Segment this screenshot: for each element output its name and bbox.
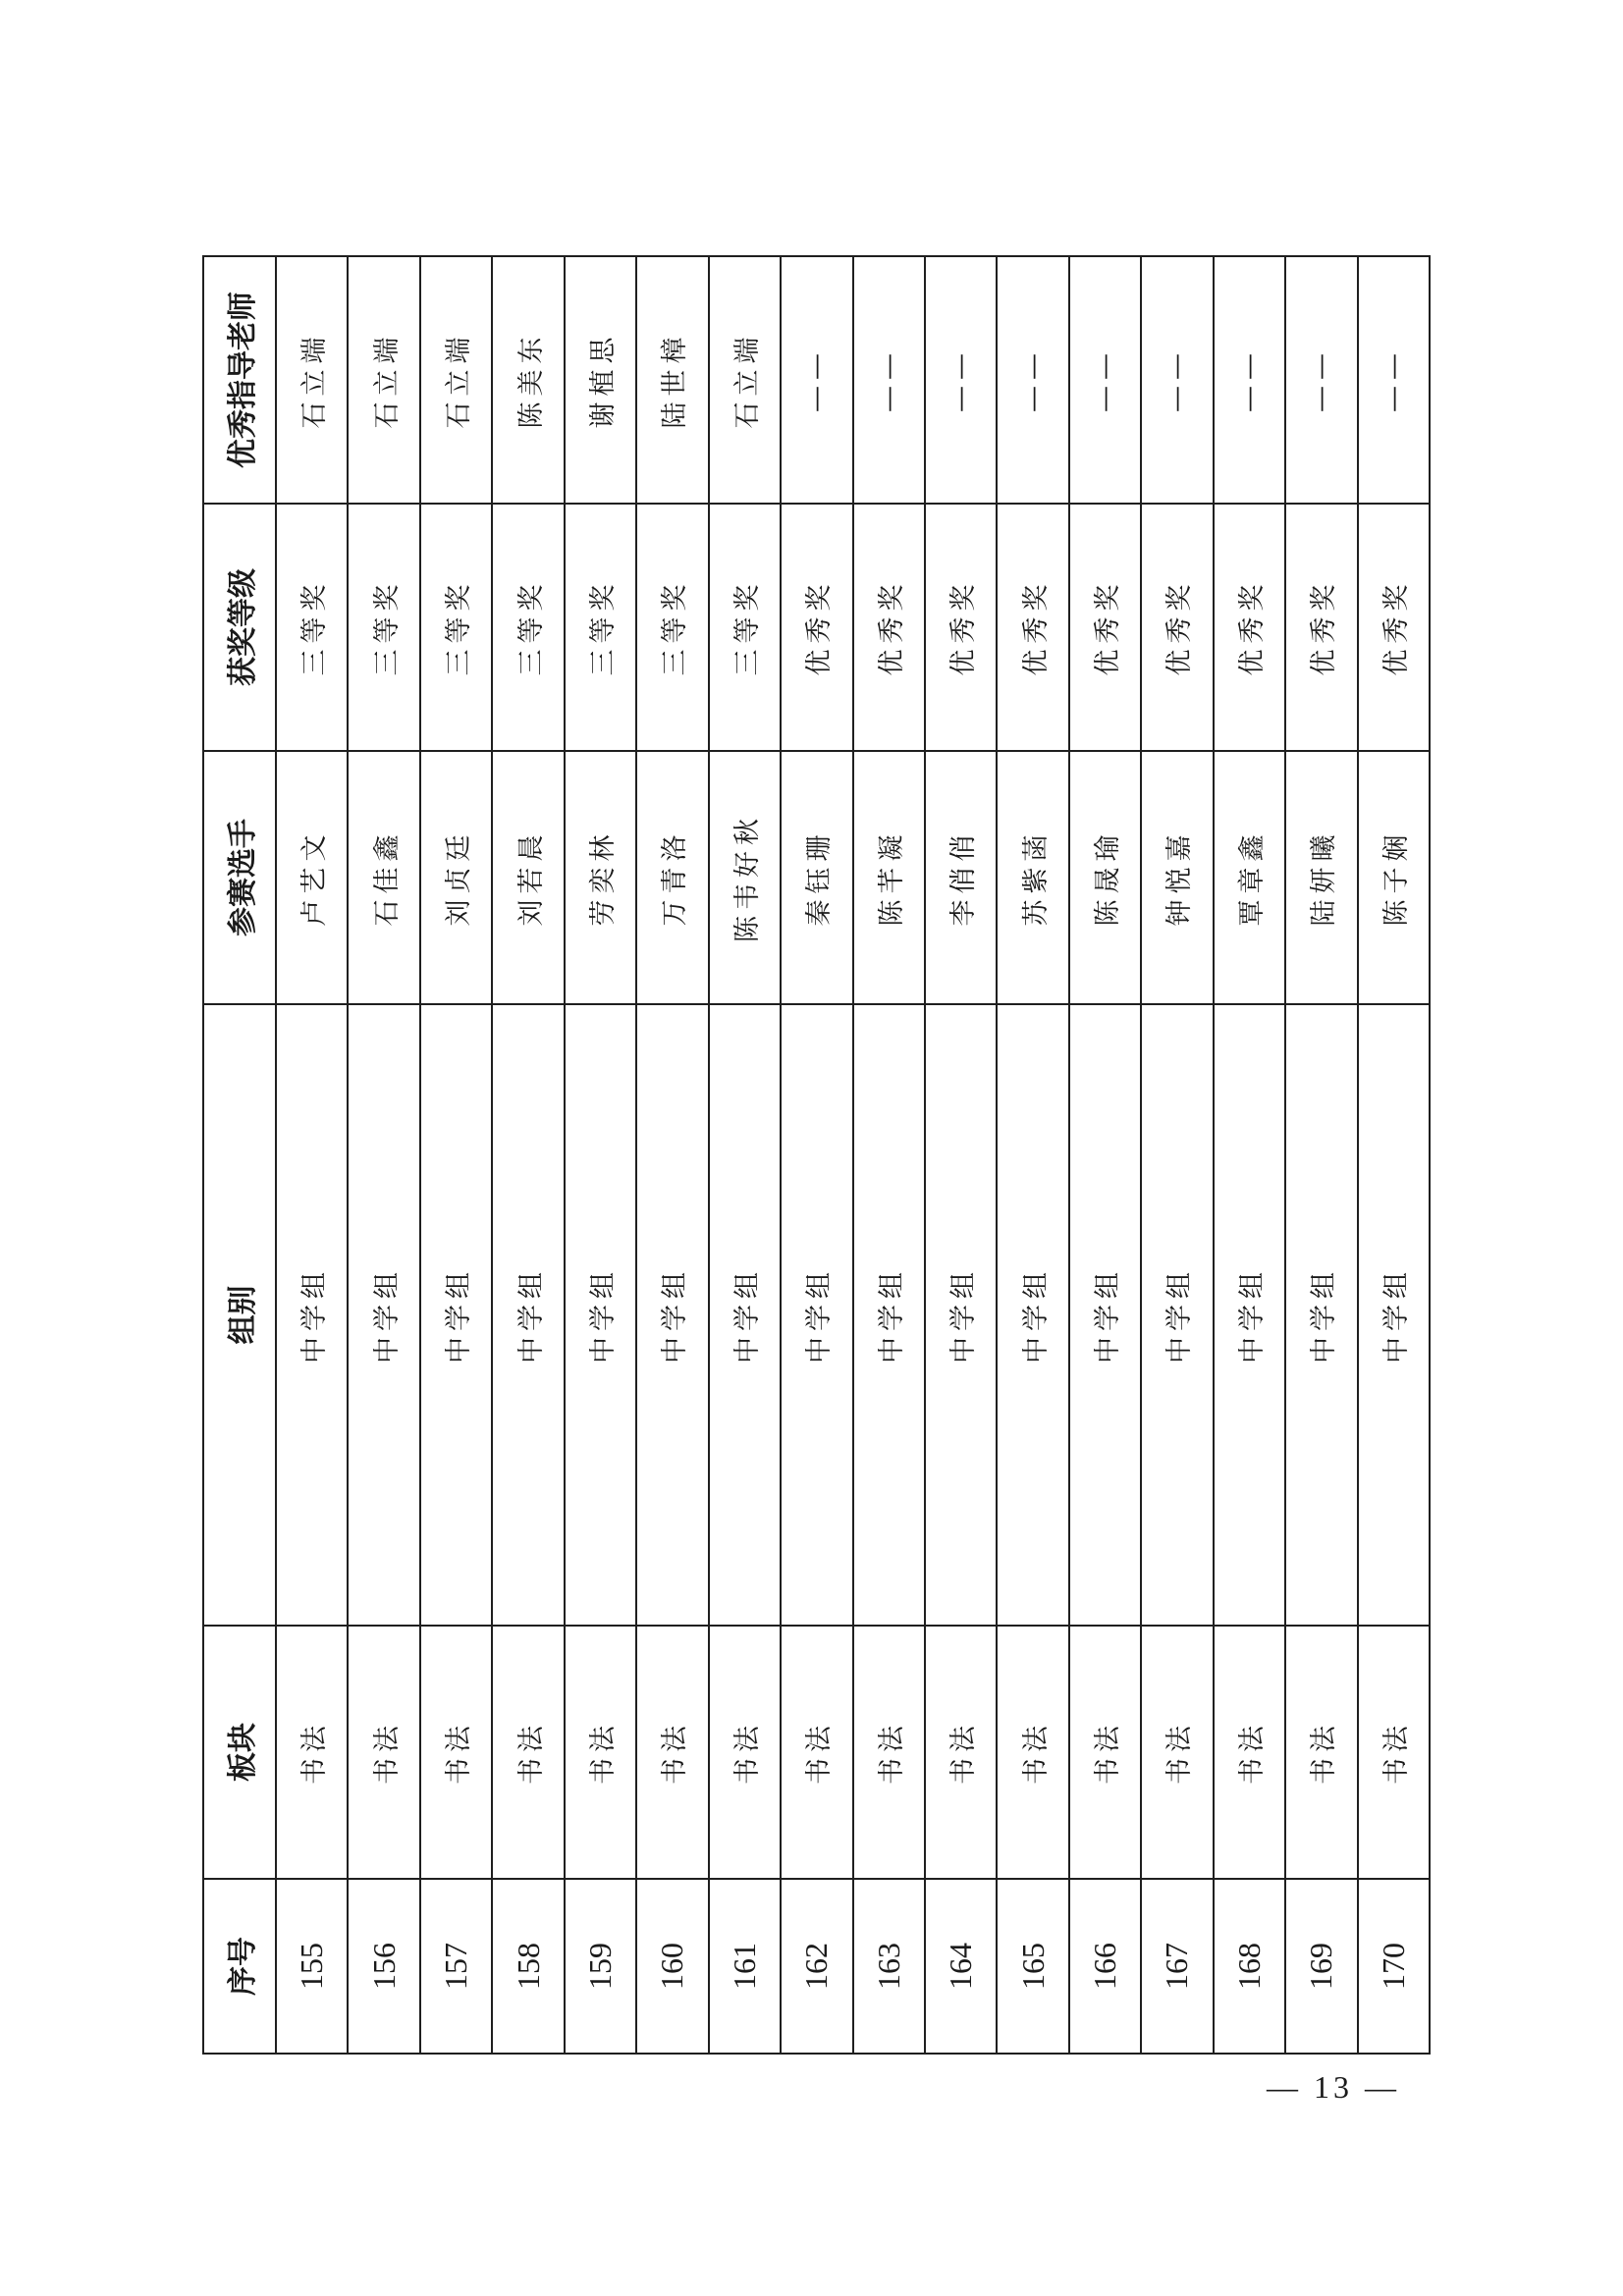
cell-seq: 161 [709,1879,781,2054]
cell-teacher: 陆世樟 [636,256,708,504]
table-body [276,256,1430,2054]
cell-seq: 170 [1358,1879,1430,2054]
cell-award: 优秀奖 [925,504,997,751]
cell-group: 中学组 [1214,1004,1285,1626]
cell-award: 三等奖 [348,504,419,751]
cell-award: 三等奖 [276,504,348,751]
cell-teacher: —— [1285,256,1357,504]
cell-award: 三等奖 [492,504,564,751]
cell-contestant: 秦钰珊 [781,751,852,1004]
header-seq: 序号 [203,1879,276,2054]
cell-contestant: 苏紫菡 [997,751,1068,1004]
cell-award: 优秀奖 [781,504,852,751]
cell-contestant: 卢艺文 [276,751,348,1004]
cell-seq: 165 [997,1879,1068,2054]
cell-teacher: 石立端 [348,256,419,504]
table-row [636,256,708,2054]
table-row [1069,256,1141,2054]
cell-teacher: —— [1358,256,1430,504]
cell-award: 优秀奖 [1141,504,1213,751]
cell-group: 中学组 [492,1004,564,1626]
cell-contestant: 陈芊凝 [853,751,925,1004]
cell-seq: 167 [1141,1879,1213,2054]
cell-seq: 162 [781,1879,852,2054]
cell-contestant: 万青洛 [636,751,708,1004]
cell-seq: 164 [925,1879,997,2054]
cell-seq: 168 [1214,1879,1285,2054]
table-row [1285,256,1357,2054]
cell-seq: 160 [636,1879,708,2054]
cell-seq: 166 [1069,1879,1141,2054]
header-award: 获奖等级 [203,504,276,751]
cell-module: 书法 [276,1626,348,1879]
cell-group: 中学组 [853,1004,925,1626]
cell-contestant: 李俏俏 [925,751,997,1004]
cell-group: 中学组 [997,1004,1068,1626]
cell-module: 书法 [1141,1626,1213,1879]
cell-award: 优秀奖 [1358,504,1430,751]
cell-module: 书法 [997,1626,1068,1879]
cell-award: 优秀奖 [1285,504,1357,751]
cell-award: 三等奖 [636,504,708,751]
cell-group: 中学组 [1141,1004,1213,1626]
awards-table [202,255,1431,2055]
cell-teacher: —— [781,256,852,504]
cell-contestant: 钟悦嘉 [1141,751,1213,1004]
cell-group: 中学组 [636,1004,708,1626]
table-row [492,256,564,2054]
table-row [1141,256,1213,2054]
cell-teacher: 石立端 [709,256,781,504]
cell-group: 中学组 [348,1004,419,1626]
cell-group: 中学组 [1285,1004,1357,1626]
cell-teacher: 石立端 [276,256,348,504]
cell-group: 中学组 [1358,1004,1430,1626]
cell-seq: 155 [276,1879,348,2054]
cell-seq: 169 [1285,1879,1357,2054]
table-row [1214,256,1285,2054]
cell-group: 中学组 [1069,1004,1141,1626]
table-row [853,256,925,2054]
header-group: 组别 [203,1004,276,1626]
cell-award: 三等奖 [565,504,636,751]
cell-module: 书法 [492,1626,564,1879]
cell-group: 中学组 [781,1004,852,1626]
cell-contestant: 劳奕林 [565,751,636,1004]
cell-seq: 158 [492,1879,564,2054]
header-contestant: 参赛选手 [203,751,276,1004]
cell-contestant: 刘若晨 [492,751,564,1004]
cell-contestant: 陆妍曦 [1285,751,1357,1004]
cell-award: 三等奖 [420,504,492,751]
header-row [203,256,276,2054]
table-row [565,256,636,2054]
cell-module: 书法 [348,1626,419,1879]
cell-module: 书法 [636,1626,708,1879]
cell-teacher: —— [853,256,925,504]
cell-module: 书法 [853,1626,925,1879]
cell-award: 优秀奖 [997,504,1068,751]
awards-table-region [202,257,1431,2055]
cell-module: 书法 [1214,1626,1285,1879]
cell-contestant: 刘贞廷 [420,751,492,1004]
cell-contestant: 石佳鑫 [348,751,419,1004]
table-row [276,256,348,2054]
cell-contestant: 陈韦好秋 [709,751,781,1004]
cell-module: 书法 [1358,1626,1430,1879]
cell-module: 书法 [709,1626,781,1879]
cell-seq: 159 [565,1879,636,2054]
cell-contestant: 陈晟瑜 [1069,751,1141,1004]
rotated-table-container [202,257,1431,2055]
table-row [1358,256,1430,2054]
cell-module: 书法 [565,1626,636,1879]
cell-teacher: —— [997,256,1068,504]
cell-teacher: 石立端 [420,256,492,504]
table-row [925,256,997,2054]
cell-seq: 156 [348,1879,419,2054]
cell-award: 三等奖 [709,504,781,751]
cell-teacher: —— [1141,256,1213,504]
cell-award: 优秀奖 [853,504,925,751]
cell-group: 中学组 [276,1004,348,1626]
page-number: — 13 — [1267,2069,1400,2105]
cell-seq: 157 [420,1879,492,2054]
cell-teacher: —— [925,256,997,504]
cell-award: 优秀奖 [1214,504,1285,751]
header-teacher: 优秀指导老师 [203,256,276,504]
cell-group: 中学组 [925,1004,997,1626]
cell-contestant: 覃章鑫 [1214,751,1285,1004]
cell-group: 中学组 [420,1004,492,1626]
cell-teacher: 谢植思 [565,256,636,504]
cell-module: 书法 [781,1626,852,1879]
table-row [420,256,492,2054]
table-row [781,256,852,2054]
cell-group: 中学组 [565,1004,636,1626]
header-module: 板块 [203,1626,276,1879]
table-row [997,256,1068,2054]
cell-module: 书法 [1285,1626,1357,1879]
cell-teacher: —— [1069,256,1141,504]
cell-module: 书法 [925,1626,997,1879]
cell-teacher: 陈美东 [492,256,564,504]
cell-group: 中学组 [709,1004,781,1626]
cell-award: 优秀奖 [1069,504,1141,751]
cell-seq: 163 [853,1879,925,2054]
cell-module: 书法 [420,1626,492,1879]
cell-contestant: 陈子娴 [1358,751,1430,1004]
table-row [709,256,781,2054]
table-row [348,256,419,2054]
cell-module: 书法 [1069,1626,1141,1879]
cell-teacher: —— [1214,256,1285,504]
